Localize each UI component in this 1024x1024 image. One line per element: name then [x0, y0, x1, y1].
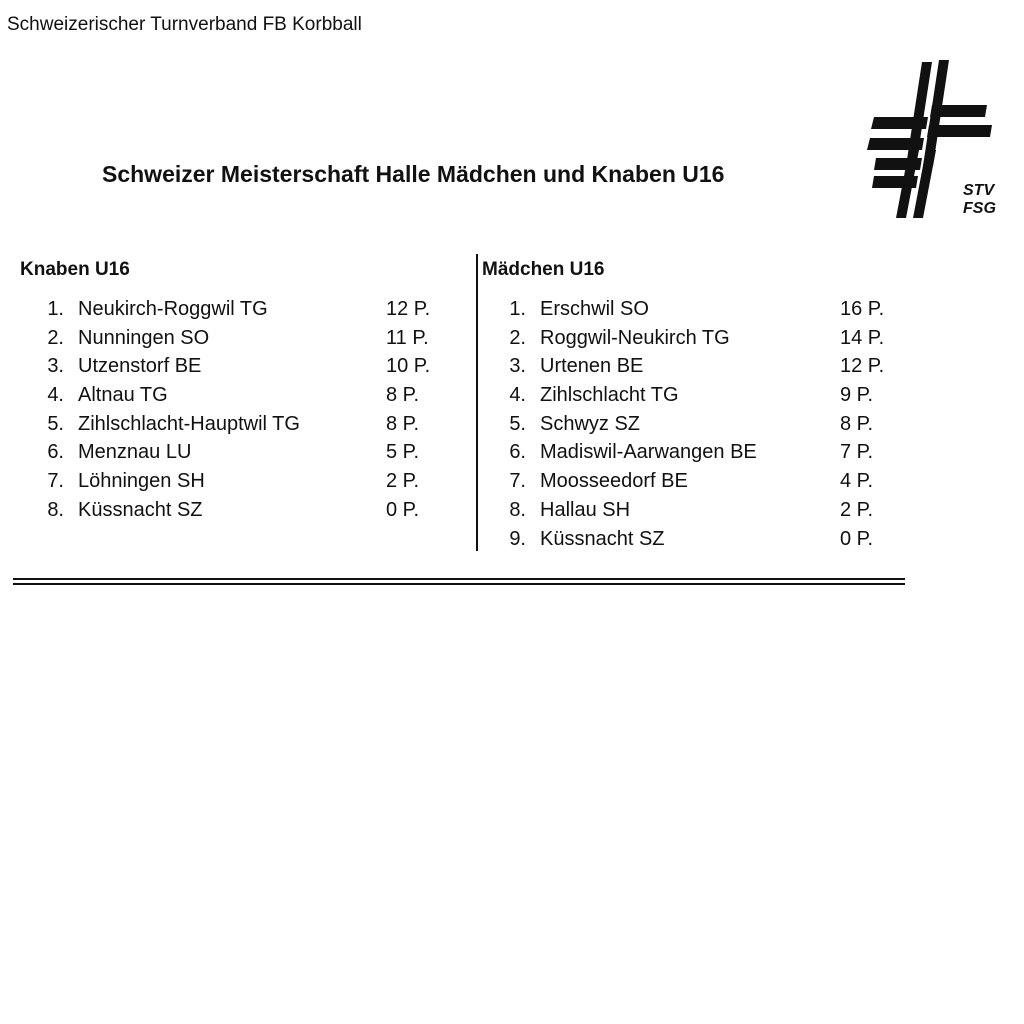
ranking-row	[482, 438, 902, 467]
section-title: Mädchen U16	[482, 259, 605, 280]
ranking-row	[482, 381, 902, 410]
team-points: 8 P.	[386, 412, 419, 435]
team-points: 0 P.	[386, 498, 419, 521]
rank-number: 1.	[509, 298, 526, 320]
rank-number: 9.	[509, 527, 526, 550]
page-title: Schweizer Meisterschaft Halle Mädchen und Knaben U16	[102, 161, 725, 187]
rank-number: 4.	[47, 384, 64, 407]
ranking-row	[482, 410, 902, 439]
rank-number: 3.	[509, 355, 526, 378]
ranking-list	[20, 295, 450, 525]
ranking-row	[20, 496, 450, 525]
team-name: Moosseedorf BE	[540, 470, 688, 493]
team-name: Hallau SH	[540, 498, 631, 521]
team-name: Löhningen SH	[78, 470, 205, 493]
rank-number: 2.	[47, 326, 64, 349]
rank-number: 6.	[47, 441, 64, 464]
team-name: Zihlschlacht-Hauptwil TG	[78, 412, 300, 435]
team-points: 14 P.	[840, 326, 885, 349]
team-points: 8 P.	[386, 384, 419, 407]
ranking-row	[482, 352, 902, 381]
team-name: Urtenen BE	[540, 355, 644, 378]
rank-number: 5.	[47, 412, 64, 435]
team-name: Menznau LU	[78, 441, 192, 464]
rank-number: 3.	[47, 355, 64, 378]
logo-text-stv: STV	[963, 182, 995, 199]
team-points: 5 P.	[386, 441, 419, 464]
ranking-row	[20, 352, 450, 381]
team-name: Altnau TG	[78, 384, 168, 407]
rank-number: 5.	[509, 412, 526, 435]
double-rule-divider	[13, 578, 905, 585]
team-name: Nunningen SO	[78, 326, 210, 349]
rank-number: 4.	[509, 384, 526, 407]
team-name: Küssnacht SZ	[540, 527, 665, 550]
rank-number: 8.	[509, 498, 526, 521]
rank-number: 8.	[47, 498, 64, 521]
team-points: 7 P.	[840, 441, 873, 464]
team-points: 12 P.	[840, 355, 885, 378]
team-points: 9 P.	[840, 384, 873, 407]
rank-number: 6.	[509, 441, 526, 464]
team-points: 4 P.	[840, 470, 873, 493]
team-name: Utzenstorf BE	[78, 355, 202, 378]
ranking-row	[482, 324, 902, 353]
ranking-row	[482, 295, 902, 324]
section-title: Knaben U16	[20, 259, 130, 280]
ranking-row	[482, 467, 902, 496]
rank-number: 7.	[47, 470, 64, 493]
team-name: Madiswil-Aarwangen BE	[540, 441, 757, 464]
team-name: Erschwil SO	[540, 298, 649, 320]
rank-number: 1.	[47, 298, 64, 320]
team-points: 8 P.	[840, 412, 873, 435]
team-points: 16 P.	[840, 298, 885, 320]
section-knaben	[20, 258, 450, 525]
logo-text-fsg: FSG	[963, 200, 996, 217]
team-points: 2 P.	[386, 470, 419, 493]
ranking-row	[20, 438, 450, 467]
column-divider	[476, 254, 478, 551]
team-name: Roggwil-Neukirch TG	[540, 326, 730, 349]
ranking-row	[20, 324, 450, 353]
team-points: 12 P.	[386, 298, 431, 320]
rank-number: 7.	[509, 470, 526, 493]
team-points: 11 P.	[386, 326, 429, 349]
team-points: 0 P.	[840, 527, 873, 550]
ranking-list	[482, 295, 902, 553]
ranking-row	[20, 381, 450, 410]
team-name: Küssnacht SZ	[78, 498, 203, 521]
team-points: 10 P.	[386, 355, 431, 378]
ranking-row	[482, 496, 902, 525]
rank-number: 2.	[509, 326, 526, 349]
organization-header: Schweizerischer Turnverband FB Korbball	[7, 14, 362, 35]
team-name: Schwyz SZ	[540, 412, 641, 435]
section-maedchen	[482, 258, 902, 553]
team-name: Zihlschlacht TG	[540, 384, 679, 407]
team-name: Neukirch-Roggwil TG	[78, 298, 268, 320]
ranking-row	[20, 295, 450, 324]
stv-fsg-logo	[862, 60, 996, 220]
ranking-row	[482, 525, 902, 554]
ranking-row	[20, 410, 450, 439]
ranking-row	[20, 467, 450, 496]
team-points: 2 P.	[840, 498, 873, 521]
